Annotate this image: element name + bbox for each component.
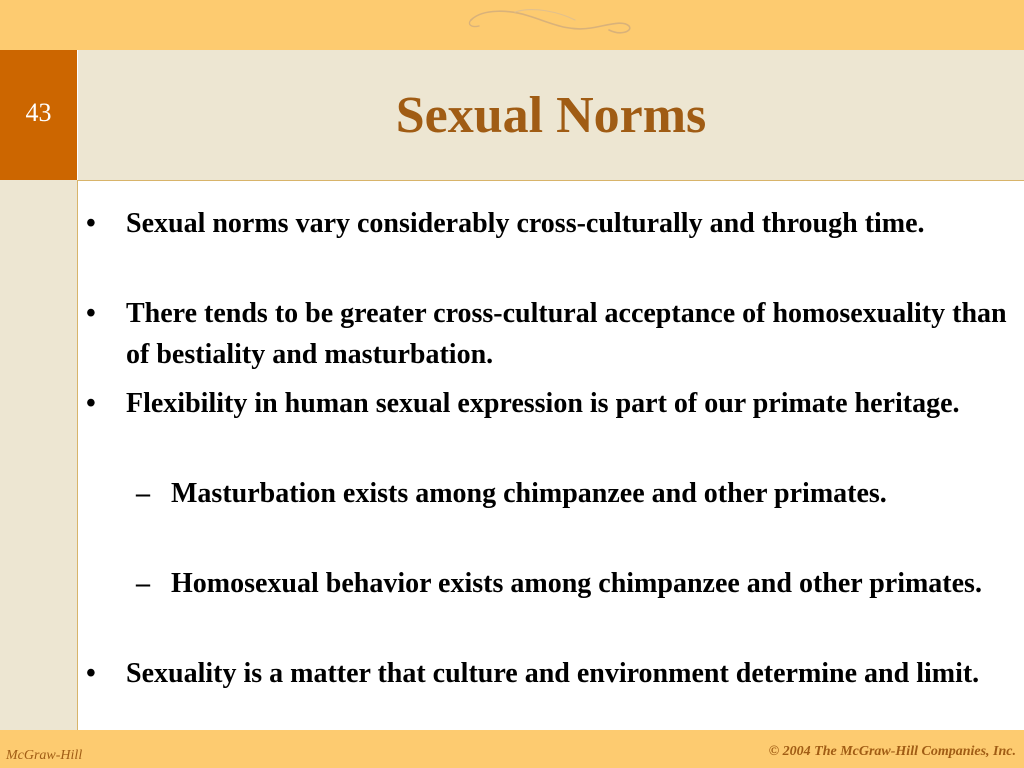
slide-number: 43 bbox=[25, 98, 52, 127]
bullet-text: There tends to be greater cross-cultural acceptance of homosexuality than of bestiality and masturbation. bbox=[126, 298, 1007, 370]
sub-bullet-text: Masturbation exists among chimpanzee and other primates. bbox=[171, 478, 887, 509]
bullet-marker: • bbox=[86, 388, 96, 419]
sub-bullet-item bbox=[136, 473, 1016, 514]
slide-title: Sexual Norms bbox=[395, 87, 707, 144]
bullet-text: Flexibility in human sexual expression is part of our primate heritage. bbox=[126, 388, 960, 419]
top-band bbox=[0, 0, 1024, 50]
bullet-text: Sexual norms vary considerably cross-culturally and through time. bbox=[126, 208, 925, 239]
bullet-item bbox=[86, 653, 1016, 694]
bullet-marker: • bbox=[86, 208, 96, 239]
bullet-item bbox=[86, 383, 1016, 424]
footer-copyright: © 2004 The McGraw-Hill Companies, Inc. bbox=[768, 744, 1016, 759]
bullet-marker: • bbox=[86, 658, 96, 689]
sub-bullet-text: Homosexual behavior exists among chimpanzee and other primates. bbox=[171, 568, 982, 599]
footer-publisher: McGraw-Hill bbox=[6, 748, 83, 763]
content-area bbox=[78, 183, 1024, 730]
title-divider bbox=[78, 180, 1024, 181]
bullet-item bbox=[86, 293, 1016, 375]
bullet-item bbox=[86, 203, 1016, 244]
bullet-marker: • bbox=[86, 298, 96, 329]
sub-bullet-item bbox=[136, 563, 1016, 604]
swirl-ornament-icon bbox=[463, 6, 633, 38]
bullet-text: Sexuality is a matter that culture and environment determine and limit. bbox=[126, 658, 980, 689]
sub-bullet-marker: – bbox=[136, 478, 150, 509]
sub-bullet-marker: – bbox=[136, 568, 150, 599]
